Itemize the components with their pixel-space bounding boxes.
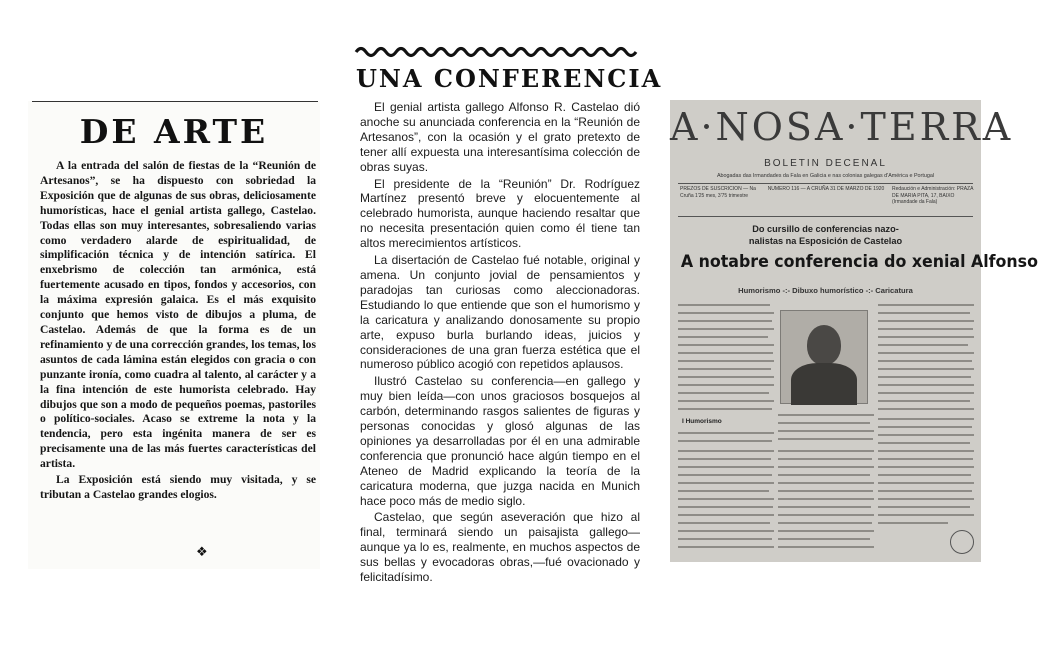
clipping-title: DE ARTE xyxy=(79,112,269,151)
issue-info: NUMERO 116 — A CRUÑA 31 DE MARZO DE 1920 xyxy=(767,186,885,192)
clipping-una-conferencia xyxy=(350,45,663,655)
subscription-info: PREZOS DE SUSCRICION — Na Cruña 1'25 mes, 3'75 trimestre xyxy=(680,186,756,199)
article-subhead: Humorismo -:- Dibuxo humorístico -:- Caricatura xyxy=(738,286,913,295)
top-rule xyxy=(32,101,318,102)
article-kicker xyxy=(670,224,981,247)
paragraph: El genial artista gallego Alfonso R. Castelao dió anoche su anunciada conferencia en la “Reunión de Artesanos”, con la ocasión y el grato pretexto de tener allí expuesta una interesantísima colección de obras suyas. xyxy=(360,100,640,174)
paragraph: Castelao, que según aseveración que hizo al final, terminará siendo un paisajista gallego—aunque ya lo es, realmente, en muchos aspectos de sus bellas y evocadoras obras,—fué ovacionado y felicitadísimo. xyxy=(360,510,640,585)
ornament-icon: ❖ xyxy=(196,545,208,560)
clipping-body xyxy=(360,100,640,585)
article-headline: A notabre conferencia do xenial Alfonso xyxy=(680,252,1038,272)
portrait-photo xyxy=(780,310,868,404)
masthead-motto: Abogadas das Irmandades da Fala en Galicia e nas colonias galegas d'América e Portugal xyxy=(716,173,935,179)
section-heading: I Humorismo xyxy=(682,418,722,425)
clipping-body xyxy=(40,159,316,503)
paragraph: A la entrada del salón de fiestas de la “Reunión de Artesanos”, se ha dispuesto con sobriedad la Exposición que de algunas de sus obras, deliciosamente humorísticas, hace el genial artista gallego, Castelao. Todas ellas son muy interesantes, sobresaliendo varias como verdadero alarde de espiritualidad, de simplificación técnica y de intención satírica. El enxebrismo de colección tan armónica, está fuertemente acusado en tipos, fondos y accesorios, con la máxima expresión galaica. Es el más exquisito conjunto que hemos visto de dibujos a pluma, de Castelao. Además de que la forma es de un refinamiento y de una corrección grandes, los temas, los asuntos de cada lámina están elegidos con gracia o con punzante ironía, como cuadra al talento, al carácter y a la fina intención de este humorista celebrado. Hay dibujos que son a modo de pequeños poemas, pastoriles o político-sociales. Acaso se extreme la nota y la tendencia, pero esta ingénita manera de ser es precisamente una de las más fuertes características del artista. xyxy=(40,159,316,471)
portrait-head xyxy=(807,325,841,365)
paragraph: Ilustró Castelao su conferencia—en gallego y muy bien leída—con unos graciosos bosquejos al carbón, determinando rasgos salientes de figuras y personas conocidas y glosó algunas de las opiniones ya desarrolladas por él en una admirable conferencia que pronunció hace algún tiempo en el Ateneo de Madrid explicando la teoría de la caricatura moderna, que juzga nacida en Munich hace poco más de medio siglo. xyxy=(360,374,640,508)
divider xyxy=(678,216,973,217)
kicker-line: Do cursillo de conferencias nazo- xyxy=(752,224,899,234)
clipping-title: UNA CONFERENCIA xyxy=(356,64,663,93)
address-info: Redaución e Administración: PRAZA DE MARIA PITA, 17, BAIXO (Irmandade da Fala) xyxy=(892,186,974,205)
kicker-line: nalistas na Esposición de Castelao xyxy=(748,235,903,246)
paragraph: La Exposición está siendo muy visitada, y se tributan a Castelao grandes elogios. xyxy=(40,473,316,501)
masthead-subtitle: BOLETIN DECENAL xyxy=(764,158,887,169)
portrait-body xyxy=(791,363,857,405)
wavy-rule xyxy=(356,45,642,59)
divider xyxy=(678,183,973,184)
paragraph: La disertación de Castelao fué notable, original y amena. Un conjunto jovial de pensamientos y paradojas tan curiosas como aleccionadoras. Estudiando lo que entiende que son el humorismo y la caricatura y analizando donosamente su propio arte, expuso burla burlando ideas, juicios y consideraciones de una gran fuerza estética que el numeroso público acogió con repetidos aplausos. xyxy=(360,253,640,372)
paragraph: El presidente de la “Reunión” Dr. Rodríguez Martínez presentó breve y elocuentemente al celebrado humorista, aunque haciendo resaltar que no necesita presentación quien como él tiene tan altos merecimientos artísticos. xyxy=(360,176,640,251)
masthead: A·NOSA·TERRA xyxy=(670,105,1014,149)
library-stamp-icon xyxy=(950,530,974,554)
newspaper-page-a-nosa-terra xyxy=(670,100,1038,562)
clipping-de-arte xyxy=(28,101,320,569)
